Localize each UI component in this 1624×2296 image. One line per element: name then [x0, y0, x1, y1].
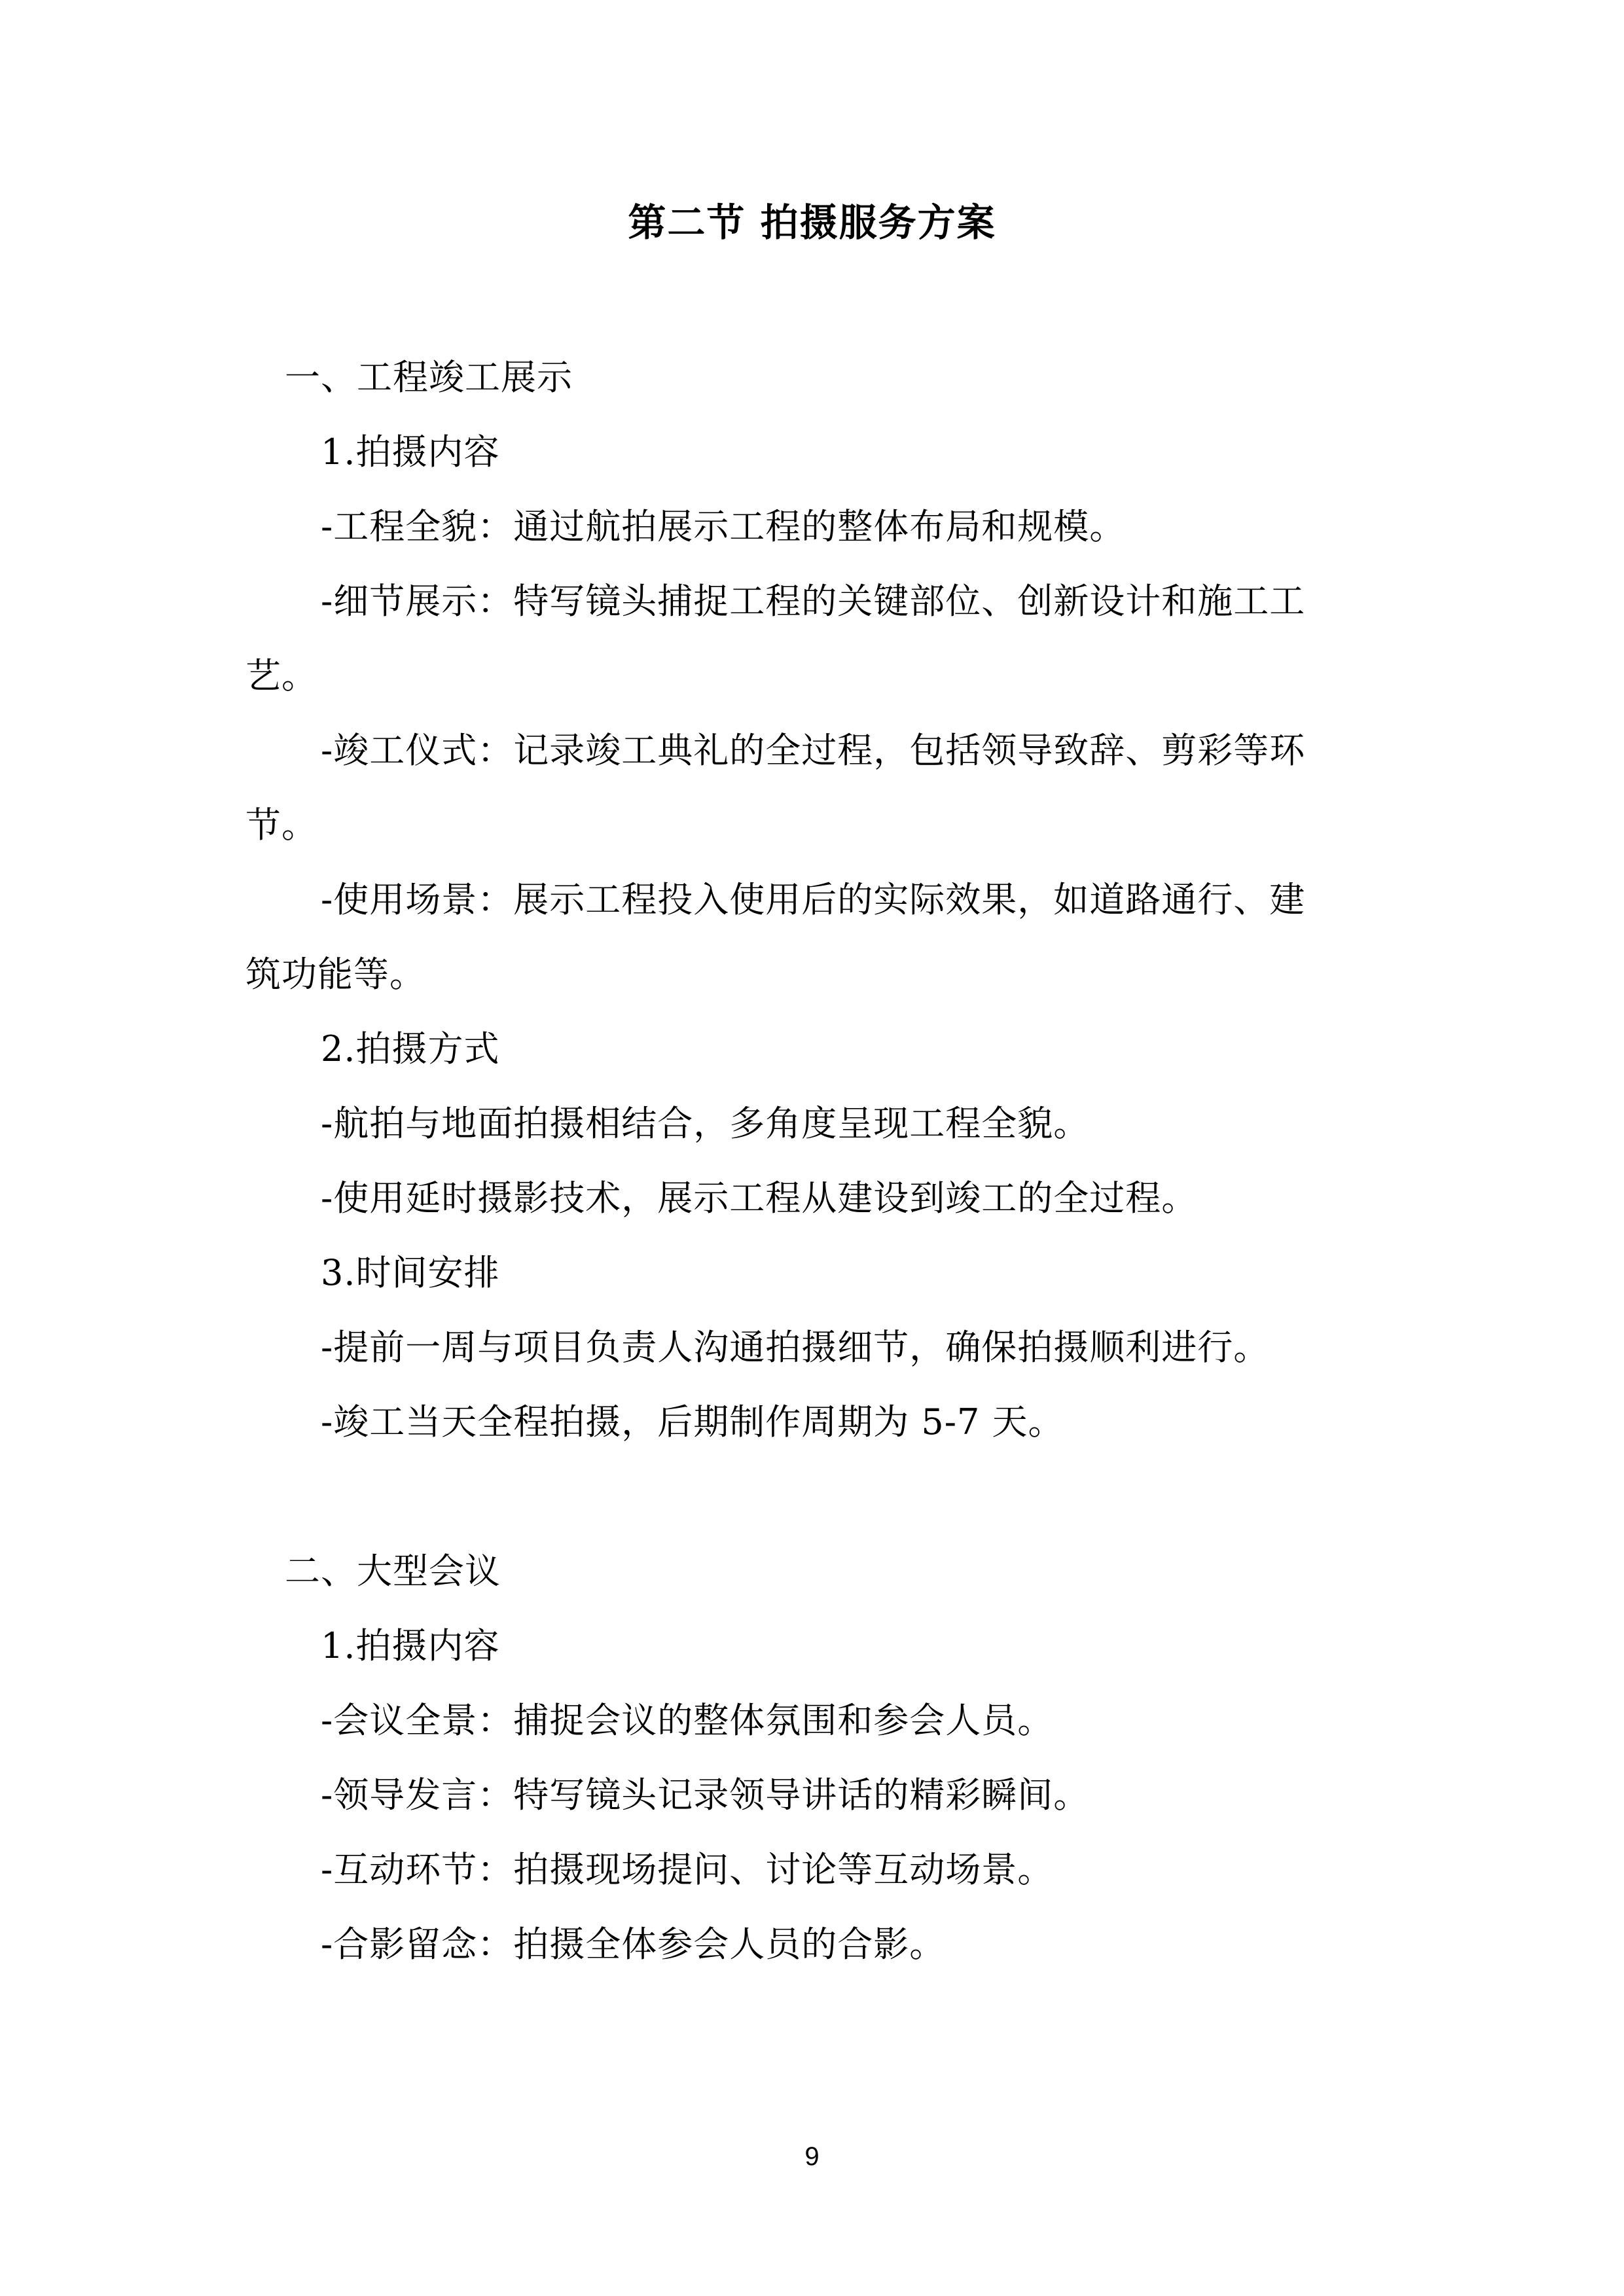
- page-title: 第二节 拍摄服务方案: [628, 200, 996, 245]
- section-heading: 二、大型会议: [285, 1551, 501, 1592]
- subsection-heading: 2.拍摄方式: [321, 1028, 500, 1069]
- subsection-heading: 1.拍摄内容: [321, 431, 500, 473]
- paragraph-line: 艺。: [245, 655, 317, 696]
- paragraph-line: -航拍与地面拍摄相结合，多角度呈现工程全貌。: [321, 1103, 1090, 1144]
- paragraph-line: -使用场景：展示工程投入使用后的实际效果，如道路通行、建: [321, 879, 1306, 920]
- paragraph-line: -会议全景：捕捉会议的整体氛围和参会人员。: [321, 1700, 1054, 1741]
- section-spacer: [245, 1460, 1381, 1534]
- paragraph-line: -竣工仪式：记录竣工典礼的全过程，包括领导致辞、剪彩等环: [321, 730, 1306, 771]
- page-number: 9: [804, 2142, 820, 2171]
- paragraph-line: -互动环节：拍摄现场提问、讨论等互动场景。: [321, 1849, 1054, 1890]
- document-body: [245, 340, 1381, 1982]
- section-heading: 一、工程竣工展示: [285, 357, 573, 398]
- subsection-heading: 3.时间安排: [321, 1252, 500, 1293]
- paragraph-line: -工程全貌：通过航拍展示工程的整体布局和规模。: [321, 506, 1126, 547]
- paragraph-line: -竣工当天全程拍摄，后期制作周期为 5-7 天。: [321, 1401, 1064, 1443]
- paragraph-line: 筑功能等。: [245, 954, 425, 995]
- paragraph-line: -合影留念：拍摄全体参会人员的合影。: [321, 1924, 946, 1965]
- paragraph-line: -领导发言：特写镜头记录领导讲话的精彩瞬间。: [321, 1774, 1090, 1816]
- paragraph-line: -提前一周与项目负责人沟通拍摄细节，确保拍摄顺利进行。: [321, 1327, 1270, 1368]
- paragraph-line: -使用延时摄影技术，展示工程从建设到竣工的全过程。: [321, 1177, 1198, 1219]
- subsection-heading: 1.拍摄内容: [321, 1625, 500, 1666]
- paragraph-line: -细节展示：特写镜头捕捉工程的关键部位、创新设计和施工工: [321, 581, 1306, 622]
- paragraph-line: 节。: [245, 804, 317, 846]
